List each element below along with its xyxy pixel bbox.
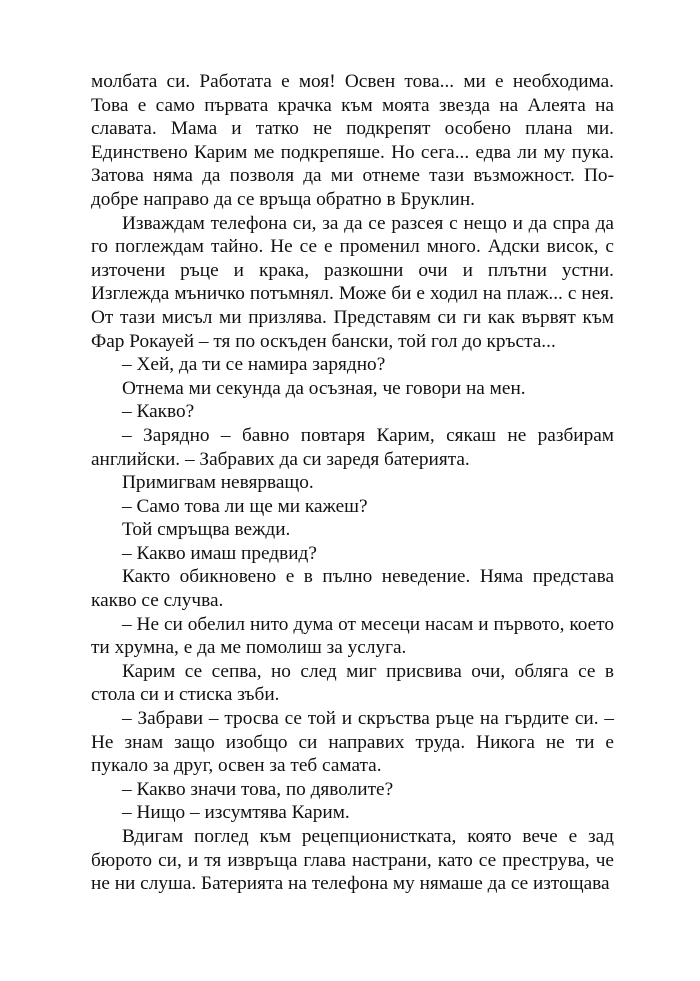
dialogue-line: – Зарядно – бавно повтаря Карим, сякаш не разбирам английски. – Забравих да си заредя батерията. [91,424,614,470]
dialogue-line: – Какво значи това, по дяволите? [122,778,394,800]
paragraph: Отнема ми секунда да осъзная, че говори на мен. [122,377,526,399]
dialogue-line: – Само това ли ще ми кажеш? [122,495,368,517]
book-page-text [91,70,614,896]
paragraph: Както обикновено е в пълно неведение. Няма представа какво се случва. [91,566,614,612]
dialogue-line: – Не си обелил нито дума от месеци насам и първото, което ти хрумна, е да ме помолиш за услуга. [91,613,614,659]
paragraph: Вдигам поглед към рецепционистката, която вече е зад бюрото си, и тя извръща глава настрани, като се преструва, че не ни слуша. Батерията на телефона му нямаше да се изтощава [91,826,614,895]
dialogue-line: – Хей, да ти се намира зарядно? [122,354,386,376]
dialogue-line: – Какво? [122,401,195,423]
dialogue-line: – Какво имаш предвид? [122,542,317,564]
paragraph: Изваждам телефона си, за да се разсея с нещо и да спра да го поглеждам тайно. Не се е променил много. Адски висок, с източени ръце и крака, разкошни очи и плътни устни. Изглежда мъничко потъмнял. Може би е ходил на плаж... с нея. От тази мисъл ми призлява. Представям си ги как вървят към Фар Рокауей – тя по оскъден бански, той гол до кръста... [91,212,614,352]
paragraph: молбата си. Работата е моя! Освен това... ми е необходима. Това е само първата крачка към моята звезда на Алеята на славата. Мама и татко не подкрепят особено плана ми. Единствено Карим ме подкрепяше. Но сега... едва ли му пука. Затова няма да позволя да ми отнеме тази възможност. По-добре направо да се връща обратно в Бруклин. [91,71,614,210]
dialogue-line: – Забрави – тросва се той и скръства ръце на гърдите си. – Не знам защо изобщо си направих труда. Никога не ти е пукало за друг, освен за теб самата. [91,708,614,777]
paragraph: Примигвам невярващо. [122,472,314,494]
dialogue-line: – Нищо – изсумтява Карим. [122,802,350,824]
paragraph: Той смръщва вежди. [122,519,291,541]
paragraph: Карим се сепва, но след миг присвива очи, обляга се в стола си и стиска зъби. [91,660,614,706]
